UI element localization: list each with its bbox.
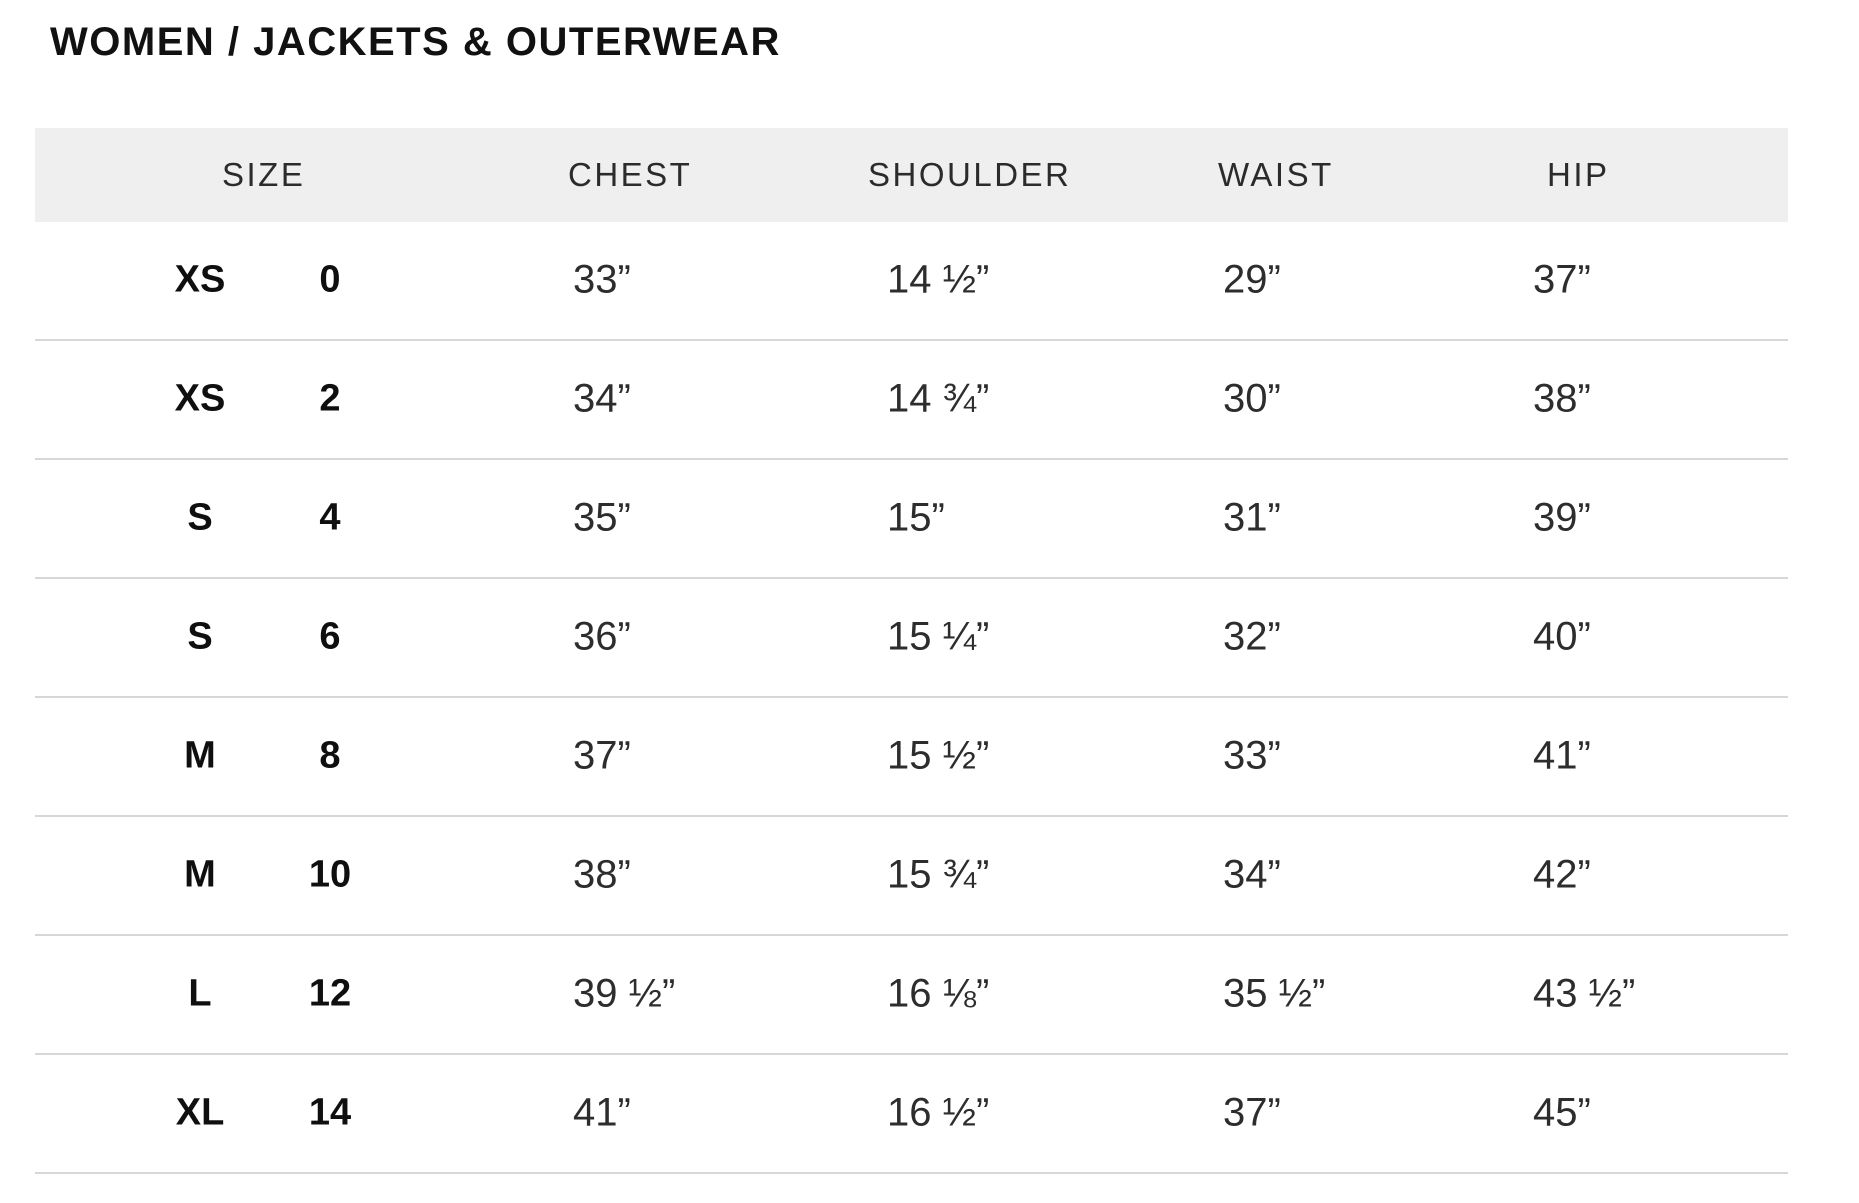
size-letter-cell: XS <box>174 377 226 420</box>
table-header-row <box>35 128 1788 222</box>
waist-cell: 30” <box>1223 376 1281 421</box>
column-header-hip: HIP <box>1547 156 1610 193</box>
hip-cell: 39” <box>1533 495 1591 540</box>
size-number-cell: 14 <box>308 1091 352 1134</box>
waist-cell: 33” <box>1223 733 1281 778</box>
hip-cell: 37” <box>1533 257 1591 302</box>
size-number-cell: 12 <box>308 972 352 1015</box>
shoulder-cell: 16 ½” <box>887 1090 990 1135</box>
waist-cell: 35 ½” <box>1223 971 1326 1016</box>
table-row <box>35 817 1788 936</box>
waist-cell: 29” <box>1223 257 1281 302</box>
chest-cell: 38” <box>573 852 631 897</box>
size-letter-cell: L <box>188 972 212 1015</box>
size-letter-cell: M <box>184 853 216 896</box>
size-letter-cell: M <box>184 734 216 777</box>
chest-cell: 34” <box>573 376 631 421</box>
shoulder-cell: 14 ½” <box>887 257 990 302</box>
hip-cell: 40” <box>1533 614 1591 659</box>
size-number-cell: 4 <box>319 496 341 539</box>
shoulder-cell: 15 ¾” <box>887 852 990 897</box>
hip-cell: 45” <box>1533 1090 1591 1135</box>
chest-cell: 36” <box>573 614 631 659</box>
size-number-cell: 10 <box>308 853 352 896</box>
chest-cell: 41” <box>573 1090 631 1135</box>
column-header-size: SIZE <box>222 156 306 193</box>
hip-cell: 41” <box>1533 733 1591 778</box>
table-body <box>35 222 1788 1174</box>
waist-cell: 34” <box>1223 852 1281 897</box>
size-letter-cell: S <box>187 615 213 658</box>
size-chart-table <box>35 128 1788 1174</box>
table-row <box>35 222 1788 341</box>
table-row <box>35 936 1788 1055</box>
chest-cell: 35” <box>573 495 631 540</box>
hip-cell: 43 ½” <box>1533 971 1636 1016</box>
table-row <box>35 460 1788 579</box>
column-header-chest: CHEST <box>568 156 693 193</box>
hip-cell: 38” <box>1533 376 1591 421</box>
column-header-waist: WAIST <box>1218 156 1334 193</box>
chest-cell: 37” <box>573 733 631 778</box>
waist-cell: 37” <box>1223 1090 1281 1135</box>
page-title: WOMEN / JACKETS & OUTERWEAR <box>50 20 781 64</box>
shoulder-cell: 15” <box>887 495 945 540</box>
size-letter-cell: S <box>187 496 213 539</box>
shoulder-cell: 14 ¾” <box>887 376 990 421</box>
waist-cell: 32” <box>1223 614 1281 659</box>
size-letter-cell: XS <box>174 258 226 301</box>
chest-cell: 33” <box>573 257 631 302</box>
size-letter-cell: XL <box>175 1091 225 1134</box>
shoulder-cell: 16 ⅛” <box>887 971 990 1016</box>
shoulder-cell: 15 ½” <box>887 733 990 778</box>
size-number-cell: 2 <box>319 377 341 420</box>
size-number-cell: 6 <box>319 615 341 658</box>
column-header-shoulder: SHOULDER <box>868 156 1072 193</box>
table-row <box>35 698 1788 817</box>
waist-cell: 31” <box>1223 495 1281 540</box>
chest-cell: 39 ½” <box>573 971 676 1016</box>
table-row <box>35 579 1788 698</box>
hip-cell: 42” <box>1533 852 1591 897</box>
size-number-cell: 8 <box>319 734 341 777</box>
table-row <box>35 1055 1788 1174</box>
size-number-cell: 0 <box>319 258 341 301</box>
table-row <box>35 341 1788 460</box>
shoulder-cell: 15 ¼” <box>887 614 990 659</box>
